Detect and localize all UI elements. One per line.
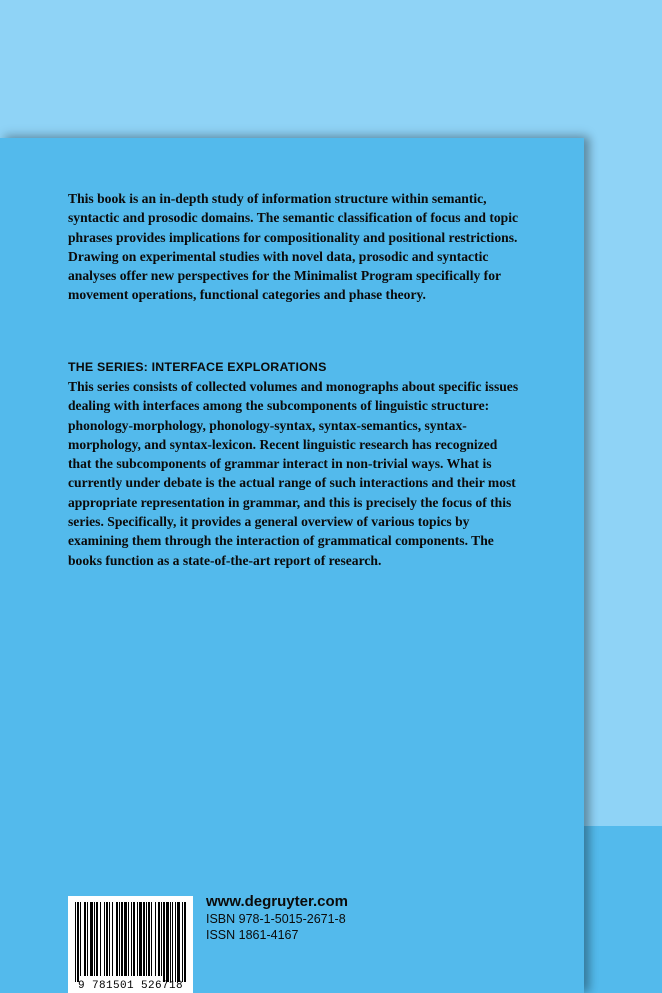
barcode-bar bbox=[90, 902, 93, 976]
barcode-bar bbox=[80, 902, 81, 976]
barcode-bar bbox=[96, 902, 98, 976]
barcode-bar bbox=[182, 902, 183, 982]
series-description: This series consists of collected volumes and monographs about specific issues dealing with interfaces among the subcomponents of linguistic structure: phonology-morphology, phonology-syntax, syntax-semantics, syntax-morphology, and syntax-lexicon. Recent linguistic research has recognized that the subcomponents of grammar interact in non-trivial ways. What is currently under debate is the actual range of such interactions and their most appropriate representation in grammar, and this is precisely the focus of this series. Specifically, it provides a general overview of various topics by examining them through the interaction of grammatical components. The books function as a state-of-the-art report of research. bbox=[68, 379, 519, 568]
barcode-bar bbox=[109, 902, 110, 976]
barcode-bar bbox=[166, 902, 169, 982]
back-cover bbox=[0, 138, 584, 993]
background-strip bbox=[584, 826, 662, 993]
barcode-bar bbox=[143, 902, 145, 976]
barcode-bar bbox=[131, 902, 132, 976]
publisher-info bbox=[206, 893, 348, 943]
barcode-bar bbox=[116, 902, 118, 976]
barcode-bar bbox=[128, 902, 129, 976]
issn-number: ISSN 1861-4167 bbox=[206, 928, 299, 942]
barcode-bar bbox=[133, 902, 135, 976]
barcode-bar bbox=[170, 902, 171, 982]
barcode-bar bbox=[75, 902, 76, 982]
barcode-bar bbox=[177, 902, 180, 982]
barcode-bar bbox=[175, 902, 176, 982]
book-description: This book is an in-depth study of information structure within semantic, syntactic and prosodic domains. The semantic classification of focus and topic phrases provides implications for compositionality and positional restrictions. Drawing on experimental studies with novel data, prosodic and syntactic analyses offer new perspectives for the Minimalist Program specifically for movement operations, functional categories and phase theory. bbox=[68, 191, 519, 303]
publisher-url[interactable]: www.degruyter.com bbox=[206, 893, 348, 910]
barcode-bar bbox=[112, 902, 113, 976]
barcode-bar bbox=[124, 902, 127, 976]
barcode-digits: 9 781501 526718 bbox=[77, 980, 184, 992]
barcode-bars bbox=[68, 896, 193, 993]
isbn-number: ISBN 978-1-5015-2671-8 bbox=[206, 912, 346, 926]
barcode-bar bbox=[151, 902, 152, 976]
barcode-bar bbox=[121, 902, 123, 976]
barcode-bar bbox=[172, 902, 173, 982]
series-heading: THE SERIES: INTERFACE EXPLORATIONS bbox=[68, 360, 327, 374]
barcode-bar bbox=[84, 902, 86, 976]
barcode-bar bbox=[77, 902, 79, 982]
barcode-bar bbox=[146, 902, 147, 976]
barcode-bar bbox=[137, 902, 138, 976]
barcode-bar bbox=[100, 902, 101, 976]
barcode-bar bbox=[161, 902, 162, 976]
barcode bbox=[68, 896, 193, 993]
barcode-bar bbox=[139, 902, 142, 976]
barcode-bar bbox=[104, 902, 105, 976]
barcode-bar bbox=[148, 902, 150, 976]
barcode-bar bbox=[155, 902, 156, 976]
barcode-bar bbox=[163, 902, 165, 982]
barcode-bar bbox=[106, 902, 108, 976]
barcode-bar bbox=[158, 902, 160, 976]
barcode-bar bbox=[94, 902, 95, 976]
barcode-bar bbox=[184, 902, 186, 982]
barcode-bar bbox=[119, 902, 120, 976]
barcode-bar bbox=[87, 902, 88, 976]
